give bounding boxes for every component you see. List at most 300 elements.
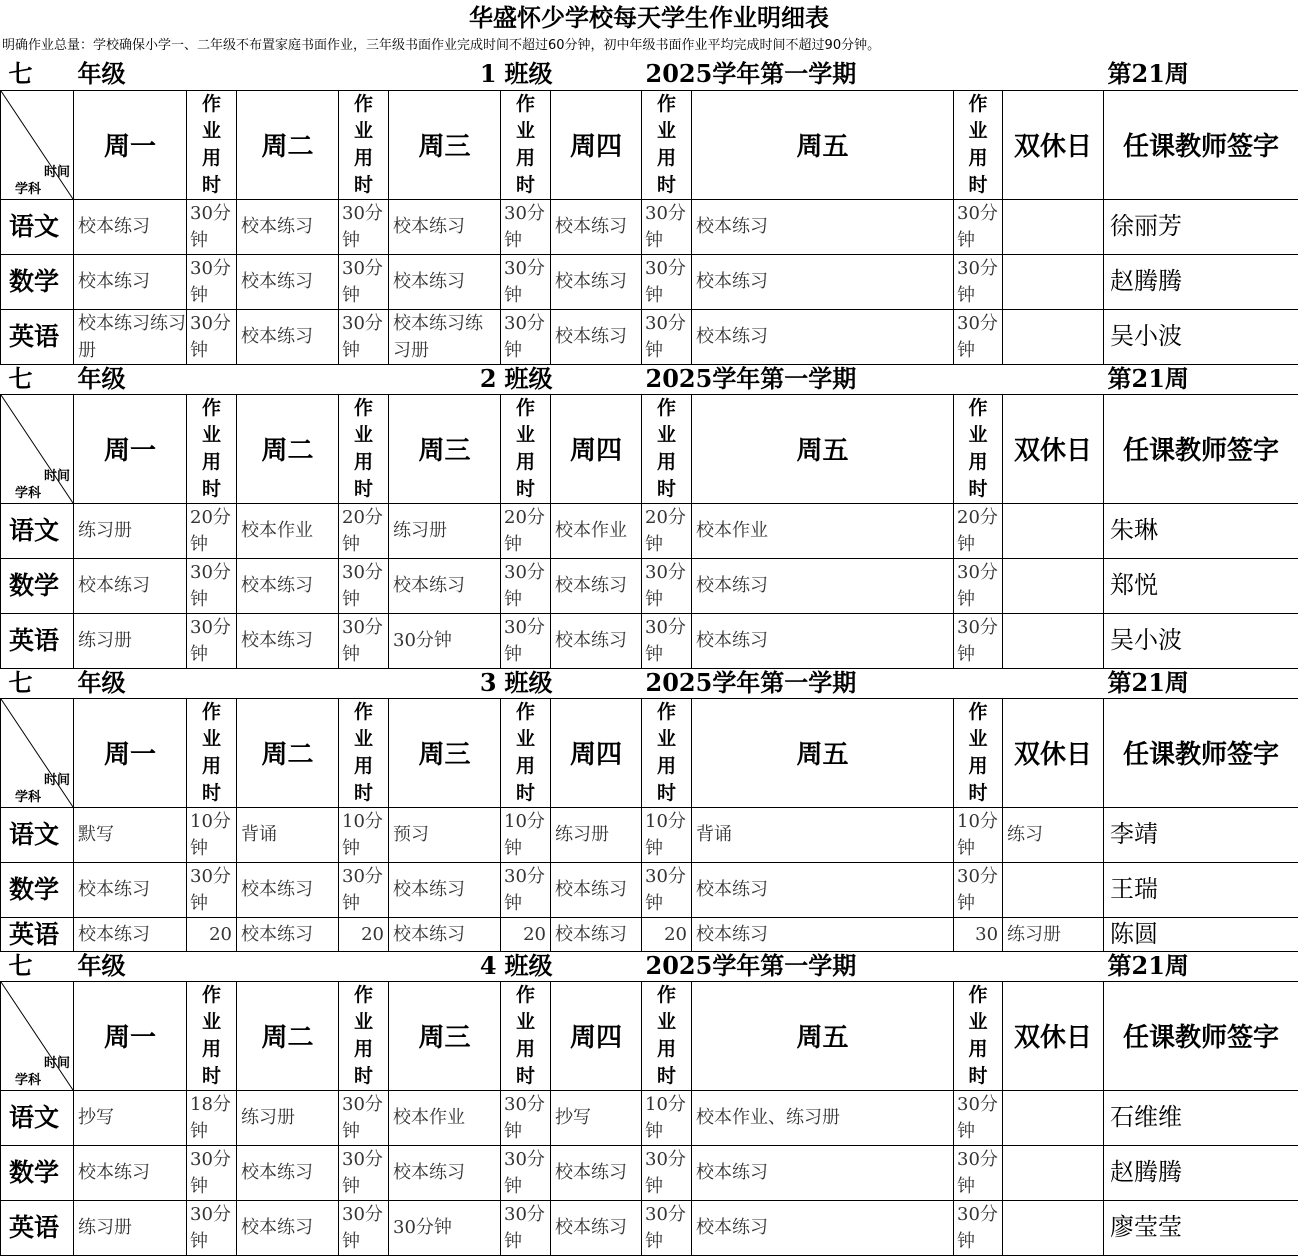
- grade-label: 年级: [74, 668, 187, 698]
- time-header-char: 业: [339, 422, 388, 449]
- duration-cell: 20: [501, 917, 551, 951]
- time-header-char: 时: [187, 172, 236, 199]
- teacher-signature: 郑悦: [1104, 558, 1298, 613]
- teacher-sign-header: 任课教师签字: [1104, 90, 1298, 199]
- time-header-char: 时: [339, 172, 388, 199]
- teacher-signature: 朱琳: [1104, 503, 1298, 558]
- day-header: 周五: [692, 394, 954, 503]
- header-spacer: [1003, 951, 1104, 981]
- time-header-char: 业: [501, 422, 550, 449]
- day-header: 周三: [389, 981, 501, 1090]
- homework-cell: 校本作业: [551, 503, 642, 558]
- time-header-char: 用: [339, 449, 388, 476]
- teacher-signature: 吴小波: [1104, 309, 1298, 364]
- weekend-cell: 练习: [1003, 807, 1104, 862]
- diag-subject-label: 学科: [15, 786, 41, 805]
- time-header-char: 用: [501, 1036, 550, 1063]
- homework-cell: 抄写: [74, 1090, 187, 1145]
- duration-cell: 30分钟: [954, 862, 1003, 917]
- duration-cell: 30分钟: [339, 558, 389, 613]
- subject-name: 英语: [1, 613, 74, 668]
- time-spent-header: [339, 698, 389, 807]
- grade-value: 七: [1, 364, 74, 394]
- duration-cell: 20: [187, 917, 237, 951]
- time-spent-header: [501, 981, 551, 1090]
- weekend-cell: [1003, 1145, 1104, 1200]
- time-header-char: 用: [642, 1036, 691, 1063]
- duration-cell: 20分钟: [954, 503, 1003, 558]
- duration-cell: 10分钟: [642, 807, 692, 862]
- duration-cell: 30分钟: [954, 558, 1003, 613]
- time-header-char: 用: [339, 753, 388, 780]
- time-header-char: 业: [501, 726, 550, 753]
- teacher-signature: 廖莹莹: [1104, 1200, 1298, 1255]
- duration-cell: 20: [339, 917, 389, 951]
- time-header-char: 作: [954, 982, 1002, 1009]
- homework-cell: 校本练习: [74, 862, 187, 917]
- workload-note: 明确作业总量：学校确保小学一、二年级不布置家庭书面作业，三年级书面作业完成时间不超过60分钟，初中年级书面作业平均完成时间不超过90分钟。: [2, 36, 1298, 58]
- time-header-char: 用: [642, 449, 691, 476]
- duration-cell: 30分钟: [339, 1145, 389, 1200]
- time-spent-header: [187, 981, 237, 1090]
- homework-cell: 校本练习: [692, 309, 954, 364]
- teacher-signature: 王瑞: [1104, 862, 1298, 917]
- subject-name: 语文: [1, 807, 74, 862]
- weekend-cell: [1003, 1090, 1104, 1145]
- homework-cell: 校本练习: [74, 254, 187, 309]
- homework-cell: 预习: [389, 807, 501, 862]
- time-header-char: 业: [642, 1009, 691, 1036]
- time-header-char: 作: [339, 982, 388, 1009]
- time-header-char: 时: [187, 780, 236, 807]
- time-header-char: 作: [642, 982, 691, 1009]
- duration-cell: 30分钟: [954, 199, 1003, 254]
- time-header-char: 业: [187, 118, 236, 145]
- teacher-sign-header: 任课教师签字: [1104, 698, 1298, 807]
- class-label: 班级: [501, 364, 642, 394]
- duration-cell: 30分钟: [187, 862, 237, 917]
- day-header: 周四: [551, 698, 642, 807]
- duration-cell: 30分钟: [187, 309, 237, 364]
- header-spacer: [1003, 59, 1104, 90]
- diag-subject-label: 学科: [15, 1069, 41, 1088]
- term-label: 2025学年第一学期: [642, 951, 1003, 981]
- time-header-char: 业: [339, 1009, 388, 1036]
- homework-cell: 校本练习: [692, 558, 954, 613]
- day-header: 周四: [551, 394, 642, 503]
- time-header-char: 业: [187, 1009, 236, 1036]
- duration-cell: 30分钟: [642, 862, 692, 917]
- homework-cell: 校本练习: [237, 862, 339, 917]
- time-header-char: 作: [187, 982, 236, 1009]
- time-header-char: 作: [501, 982, 550, 1009]
- homework-cell: 校本练习: [551, 1145, 642, 1200]
- teacher-signature: 赵腾腾: [1104, 254, 1298, 309]
- duration-cell: 20分钟: [187, 503, 237, 558]
- homework-cell: 练习册: [237, 1090, 339, 1145]
- homework-cell: 校本练习: [389, 862, 501, 917]
- time-header-char: 用: [954, 449, 1002, 476]
- header-spacer: [1003, 668, 1104, 698]
- time-header-char: 时: [501, 172, 550, 199]
- homework-cell: 校本练习: [692, 917, 954, 951]
- homework-cell: 校本练习: [551, 199, 642, 254]
- time-header-char: 业: [954, 1009, 1002, 1036]
- homework-cell: 校本练习练习册: [389, 309, 501, 364]
- week-label: 第21周: [1104, 668, 1298, 698]
- homework-cell: 校本练习: [692, 1200, 954, 1255]
- duration-cell: 30分钟: [339, 862, 389, 917]
- week-label: 第21周: [1104, 59, 1298, 90]
- homework-cell: 校本练习: [551, 558, 642, 613]
- time-header-char: 用: [642, 145, 691, 172]
- teacher-sign-header: 任课教师签字: [1104, 981, 1298, 1090]
- teacher-signature: 石维维: [1104, 1090, 1298, 1145]
- duration-cell: 20分钟: [642, 503, 692, 558]
- header-spacer: [1003, 364, 1104, 394]
- class-header-line: [1, 668, 1298, 698]
- time-header-char: 作: [501, 91, 550, 118]
- time-spent-header: [642, 981, 692, 1090]
- time-spent-header: [954, 981, 1003, 1090]
- week-label: 第21周: [1104, 951, 1298, 981]
- time-spent-header: [187, 698, 237, 807]
- day-header: 周二: [237, 981, 339, 1090]
- homework-cell: 校本练习: [551, 309, 642, 364]
- time-spent-header: [642, 90, 692, 199]
- day-header: 周四: [551, 90, 642, 199]
- time-header-char: 作: [954, 91, 1002, 118]
- time-header-char: 业: [187, 726, 236, 753]
- diagonal-header-cell: [1, 981, 74, 1090]
- homework-cell: 校本练习: [551, 254, 642, 309]
- homework-cell: 抄写: [551, 1090, 642, 1145]
- homework-cell: 校本练习: [389, 558, 501, 613]
- time-header-char: 作: [339, 699, 388, 726]
- time-header-char: 用: [501, 449, 550, 476]
- time-header-char: 作: [642, 91, 691, 118]
- term-label: 2025学年第一学期: [642, 668, 1003, 698]
- homework-cell: 校本练习: [389, 199, 501, 254]
- subject-row: [1, 558, 1298, 613]
- subject-row: [1, 807, 1298, 862]
- duration-cell: 30分钟: [501, 613, 551, 668]
- homework-cell: 校本练习: [74, 199, 187, 254]
- teacher-signature: 赵腾腾: [1104, 1145, 1298, 1200]
- time-header-char: 用: [642, 753, 691, 780]
- day-header: 周三: [389, 90, 501, 199]
- homework-cell: 练习册: [74, 1200, 187, 1255]
- grade-label: 年级: [74, 951, 187, 981]
- duration-cell: 30分钟: [954, 613, 1003, 668]
- time-header-char: 业: [339, 726, 388, 753]
- homework-cell: 校本练习: [551, 917, 642, 951]
- time-header-char: 作: [187, 395, 236, 422]
- subject-row: [1, 862, 1298, 917]
- duration-cell: 30分钟: [642, 613, 692, 668]
- class-header-line: [1, 59, 1298, 90]
- time-spent-header: [954, 90, 1003, 199]
- homework-cell: 背诵: [237, 807, 339, 862]
- homework-cell: 校本练习: [692, 1145, 954, 1200]
- time-header-char: 时: [501, 780, 550, 807]
- homework-cell: 练习册: [389, 503, 501, 558]
- class-number: 2: [187, 364, 501, 394]
- weekend-cell: 练习册: [1003, 917, 1104, 951]
- time-header-char: 时: [187, 476, 236, 503]
- homework-cell: 校本练习: [74, 1145, 187, 1200]
- homework-cell: 校本练习: [551, 862, 642, 917]
- time-header-char: 时: [339, 476, 388, 503]
- duration-cell: 30分钟: [954, 1200, 1003, 1255]
- homework-cell: 校本作业: [237, 503, 339, 558]
- subject-name: 语文: [1, 503, 74, 558]
- duration-cell: 10分钟: [187, 807, 237, 862]
- day-header: 周一: [74, 394, 187, 503]
- time-header-char: 时: [954, 476, 1002, 503]
- subject-row: [1, 309, 1298, 364]
- homework-cell: 校本练习: [692, 613, 954, 668]
- duration-cell: 30分钟: [187, 613, 237, 668]
- homework-sheet: [0, 59, 1298, 1256]
- duration-cell: 30分钟: [501, 1200, 551, 1255]
- duration-cell: 30分钟: [642, 1145, 692, 1200]
- subject-row: [1, 1090, 1298, 1145]
- homework-cell: 校本练习: [389, 917, 501, 951]
- time-header-char: 作: [339, 91, 388, 118]
- homework-cell: 校本练习: [74, 917, 187, 951]
- homework-cell: 校本练习: [237, 309, 339, 364]
- subject-name: 数学: [1, 862, 74, 917]
- class-number: 4: [187, 951, 501, 981]
- class-header-line: [1, 364, 1298, 394]
- time-spent-header: [339, 981, 389, 1090]
- time-header-char: 作: [339, 395, 388, 422]
- subject-row: [1, 503, 1298, 558]
- homework-cell: 30分钟: [389, 1200, 501, 1255]
- duration-cell: 30分钟: [187, 199, 237, 254]
- day-header: 周一: [74, 981, 187, 1090]
- time-header-char: 时: [501, 1063, 550, 1090]
- duration-cell: 30分钟: [642, 254, 692, 309]
- time-header-char: 业: [339, 118, 388, 145]
- time-header-char: 用: [187, 145, 236, 172]
- duration-cell: 30分钟: [954, 254, 1003, 309]
- diagonal-header-cell: [1, 698, 74, 807]
- duration-cell: 10分钟: [339, 807, 389, 862]
- time-header-char: 时: [501, 476, 550, 503]
- time-header-char: 业: [954, 726, 1002, 753]
- diagonal-header-cell: [1, 90, 74, 199]
- time-header-char: 时: [954, 172, 1002, 199]
- day-header: 周一: [74, 698, 187, 807]
- subject-name: 语文: [1, 1090, 74, 1145]
- weekend-cell: [1003, 503, 1104, 558]
- day-header: 周五: [692, 981, 954, 1090]
- time-header-char: 时: [954, 780, 1002, 807]
- homework-cell: 校本练习: [237, 1200, 339, 1255]
- class-label: 班级: [501, 951, 642, 981]
- subject-name: 英语: [1, 1200, 74, 1255]
- time-header-char: 业: [642, 118, 691, 145]
- subject-name: 数学: [1, 1145, 74, 1200]
- homework-cell: 校本练习: [551, 613, 642, 668]
- duration-cell: 10分钟: [501, 807, 551, 862]
- weekend-header: 双休日: [1003, 394, 1104, 503]
- time-header-char: 用: [954, 753, 1002, 780]
- class-label: 班级: [501, 668, 642, 698]
- time-spent-header: [187, 394, 237, 503]
- time-header-char: 作: [954, 395, 1002, 422]
- duration-cell: 20分钟: [501, 503, 551, 558]
- weekend-header: 双休日: [1003, 981, 1104, 1090]
- homework-cell: 30分钟: [389, 613, 501, 668]
- duration-cell: 30分钟: [339, 309, 389, 364]
- homework-cell: 练习册: [74, 503, 187, 558]
- time-header-char: 业: [954, 118, 1002, 145]
- duration-cell: 30分钟: [187, 254, 237, 309]
- time-header-char: 作: [642, 395, 691, 422]
- duration-cell: 30分钟: [501, 862, 551, 917]
- duration-cell: 30分钟: [339, 1200, 389, 1255]
- subject-row: [1, 254, 1298, 309]
- subject-row: [1, 199, 1298, 254]
- time-header-char: 业: [501, 118, 550, 145]
- time-header-char: 时: [642, 1063, 691, 1090]
- duration-cell: 30分钟: [954, 1090, 1003, 1145]
- duration-cell: 18分钟: [187, 1090, 237, 1145]
- time-header-char: 时: [642, 780, 691, 807]
- time-header-char: 用: [501, 753, 550, 780]
- homework-cell: 校本练习: [551, 1200, 642, 1255]
- teacher-signature: 李靖: [1104, 807, 1298, 862]
- grade-label: 年级: [74, 364, 187, 394]
- time-spent-header: [642, 394, 692, 503]
- day-header: 周三: [389, 698, 501, 807]
- time-header-char: 时: [187, 1063, 236, 1090]
- duration-cell: 30分钟: [339, 613, 389, 668]
- week-label: 第21周: [1104, 364, 1298, 394]
- time-spent-header: [339, 90, 389, 199]
- time-header-char: 业: [501, 1009, 550, 1036]
- homework-cell: 校本练习: [237, 1145, 339, 1200]
- day-header: 周二: [237, 698, 339, 807]
- class-number: 1: [187, 59, 501, 90]
- diag-time-label: 时间: [44, 769, 70, 788]
- homework-cell: 校本作业: [692, 503, 954, 558]
- duration-cell: 30分钟: [501, 1090, 551, 1145]
- time-header-char: 作: [187, 91, 236, 118]
- teacher-signature: 吴小波: [1104, 613, 1298, 668]
- homework-cell: 校本练习: [237, 917, 339, 951]
- term-label: 2025学年第一学期: [642, 364, 1003, 394]
- duration-cell: 30分钟: [642, 199, 692, 254]
- time-header-char: 作: [954, 699, 1002, 726]
- time-header-char: 用: [187, 753, 236, 780]
- time-header-char: 时: [642, 172, 691, 199]
- time-spent-header: [501, 698, 551, 807]
- time-header-char: 用: [954, 1036, 1002, 1063]
- term-label: 2025学年第一学期: [642, 59, 1003, 90]
- time-header-char: 用: [339, 145, 388, 172]
- day-header: 周四: [551, 981, 642, 1090]
- homework-cell: 校本练习: [692, 199, 954, 254]
- time-spent-header: [501, 394, 551, 503]
- duration-cell: 30分钟: [187, 1145, 237, 1200]
- time-header-char: 时: [339, 1063, 388, 1090]
- homework-cell: 校本练习: [389, 1145, 501, 1200]
- time-header-char: 作: [187, 699, 236, 726]
- time-spent-header: [642, 698, 692, 807]
- weekend-cell: [1003, 1200, 1104, 1255]
- time-header-char: 业: [642, 422, 691, 449]
- teacher-signature: 陈圆: [1104, 917, 1298, 951]
- duration-cell: 30分钟: [954, 1145, 1003, 1200]
- day-header: 周三: [389, 394, 501, 503]
- duration-cell: 30分钟: [339, 199, 389, 254]
- homework-cell: 校本练习: [692, 254, 954, 309]
- homework-cell: 默写: [74, 807, 187, 862]
- homework-cell: 校本练习练习册: [74, 309, 187, 364]
- duration-cell: 10分钟: [642, 1090, 692, 1145]
- homework-cell: 校本练习: [692, 862, 954, 917]
- diagonal-header-cell: [1, 394, 74, 503]
- column-header-row: [1, 981, 1298, 1090]
- duration-cell: 20分钟: [339, 503, 389, 558]
- time-header-char: 作: [501, 395, 550, 422]
- weekend-cell: [1003, 558, 1104, 613]
- grade-value: 七: [1, 951, 74, 981]
- time-header-char: 用: [339, 1036, 388, 1063]
- weekend-cell: [1003, 309, 1104, 364]
- diag-time-label: 时间: [44, 465, 70, 484]
- time-header-char: 业: [187, 422, 236, 449]
- duration-cell: 30分钟: [187, 1200, 237, 1255]
- weekend-header: 双休日: [1003, 698, 1104, 807]
- time-header-char: 业: [642, 726, 691, 753]
- homework-cell: 校本练习: [389, 254, 501, 309]
- homework-cell: 校本作业: [389, 1090, 501, 1145]
- duration-cell: 30分钟: [501, 309, 551, 364]
- subject-name: 英语: [1, 917, 74, 951]
- subject-row: [1, 1200, 1298, 1255]
- duration-cell: 30分钟: [501, 199, 551, 254]
- subject-row: [1, 917, 1298, 951]
- time-header-char: 作: [501, 699, 550, 726]
- homework-cell: 校本练习: [237, 613, 339, 668]
- duration-cell: 10分钟: [954, 807, 1003, 862]
- subject-row: [1, 1145, 1298, 1200]
- homework-cell: 校本练习: [237, 199, 339, 254]
- homework-cell: 校本练习: [237, 254, 339, 309]
- homework-cell: 背诵: [692, 807, 954, 862]
- time-header-char: 用: [187, 449, 236, 476]
- homework-cell: 校本练习: [237, 558, 339, 613]
- duration-cell: 30分钟: [501, 254, 551, 309]
- day-header: 周一: [74, 90, 187, 199]
- grade-value: 七: [1, 668, 74, 698]
- duration-cell: 20: [642, 917, 692, 951]
- class-header-line: [1, 951, 1298, 981]
- subject-name: 数学: [1, 558, 74, 613]
- grade-label: 年级: [74, 59, 187, 90]
- day-header: 周二: [237, 394, 339, 503]
- homework-cell: 练习册: [74, 613, 187, 668]
- diag-time-label: 时间: [44, 161, 70, 180]
- homework-cell: 校本练习: [74, 558, 187, 613]
- homework-cell: 校本作业、练习册: [692, 1090, 954, 1145]
- time-header-char: 用: [501, 145, 550, 172]
